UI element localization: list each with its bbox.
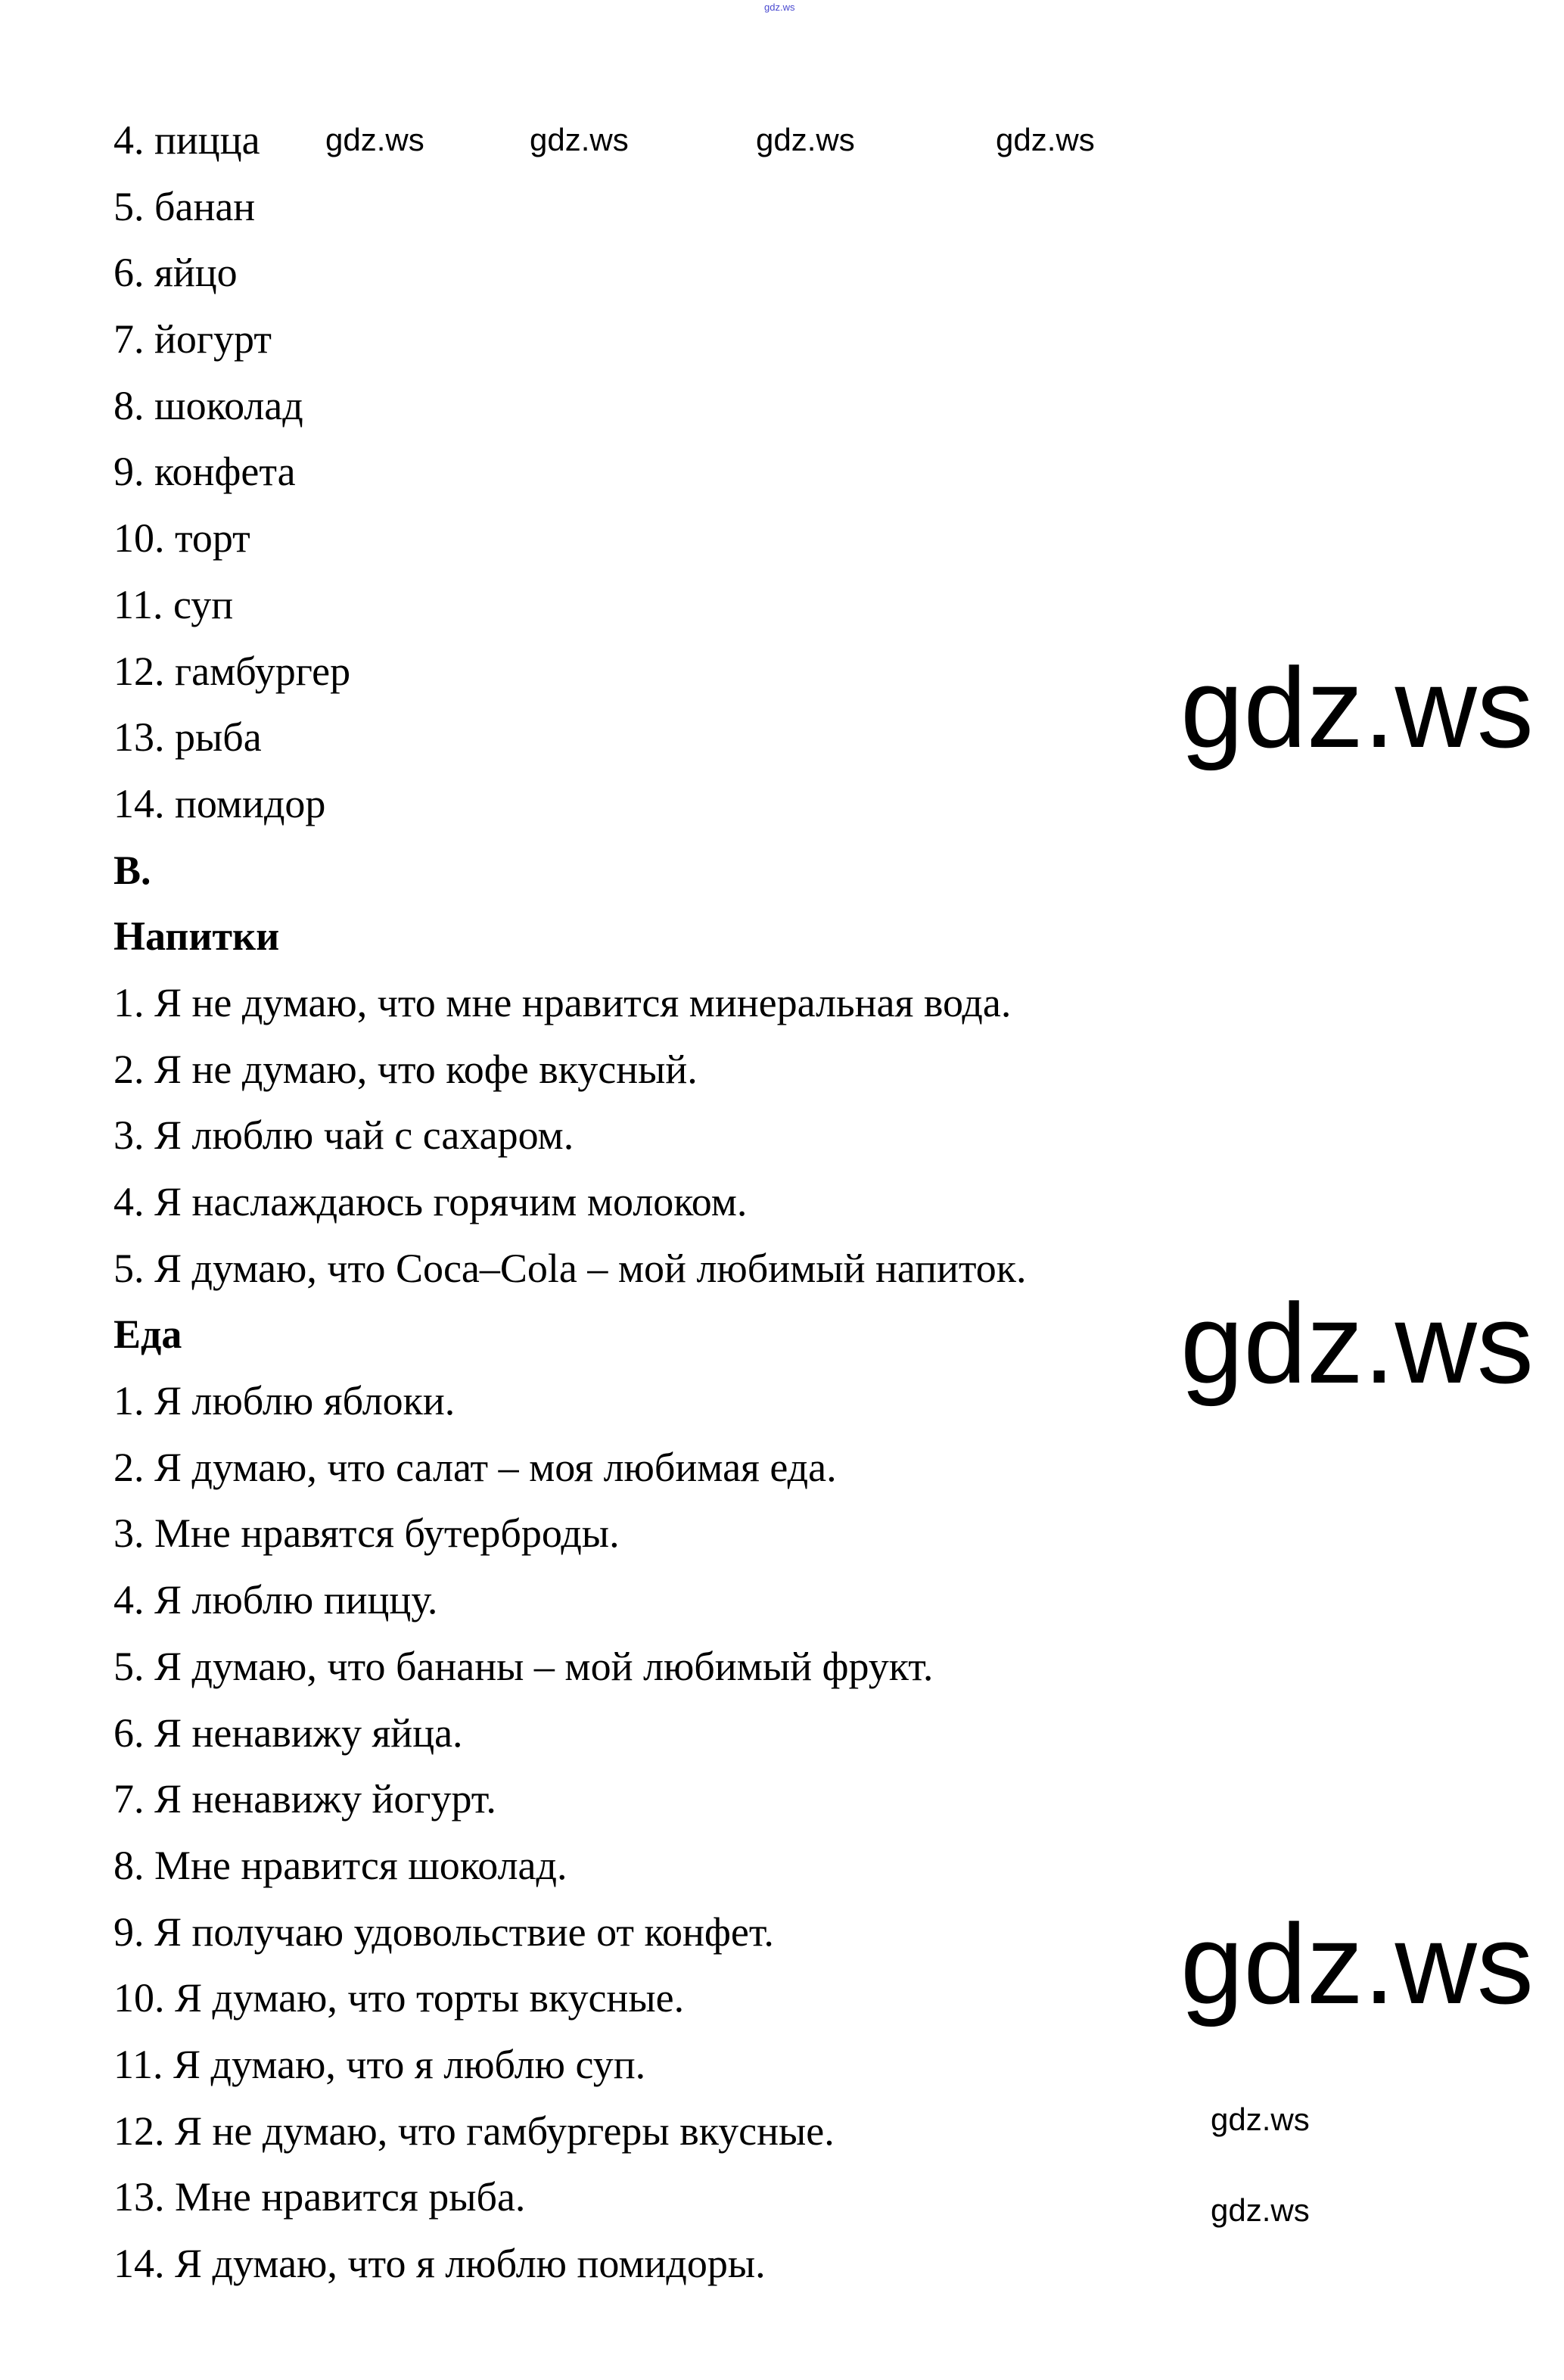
- watermark: gdz.ws: [764, 2, 795, 13]
- section-b-label: B.: [113, 847, 151, 893]
- list-item: 5. банан: [113, 183, 256, 229]
- list-item: 4. пицца: [113, 117, 260, 163]
- watermark: gdz.ws: [1180, 1900, 1534, 2027]
- list-item: 13. рыба: [113, 714, 262, 761]
- food-item: 7. Я ненавижу йогурт.: [113, 1776, 496, 1822]
- food-item: 10. Я думаю, что торты вкусные.: [113, 1975, 685, 2021]
- food-item: 4. Я люблю пиццу.: [113, 1577, 438, 1623]
- list-item: 9. конфета: [113, 449, 296, 495]
- list-item: 14. помидор: [113, 780, 326, 826]
- food-item: 1. Я люблю яблоки.: [113, 1378, 456, 1424]
- list-item: 12. гамбургер: [113, 648, 351, 694]
- list-item: 11. суп: [113, 581, 234, 627]
- watermark: gdz.ws: [1180, 1280, 1534, 1407]
- watermark: gdz.ws: [530, 122, 629, 157]
- list-item: 8. шоколад: [113, 382, 303, 428]
- food-item: 13. Мне нравится рыба.: [113, 2174, 526, 2220]
- drinks-item: 3. Я люблю чай с сахаром.: [113, 1112, 574, 1159]
- watermark: gdz.ws: [996, 122, 1095, 157]
- food-item: 11. Я думаю, что я люблю суп.: [113, 2041, 646, 2087]
- watermark: gdz.ws: [325, 122, 424, 157]
- food-item: 6. Я ненавижу яйца.: [113, 1710, 463, 1756]
- watermark: gdz.ws: [756, 122, 855, 157]
- food-item: 5. Я думаю, что бананы – мой любимый фрукт.: [113, 1643, 934, 1689]
- food-item: 3. Мне нравятся бутерброды.: [113, 1510, 620, 1557]
- watermark: gdz.ws: [1180, 644, 1534, 771]
- drinks-item: 2. Я не думаю, что кофе вкусный.: [113, 1046, 698, 1092]
- food-item: 12. Я не думаю, что гамбургеры вкусные.: [113, 2108, 835, 2154]
- food-item: 14. Я думаю, что я люблю помидоры.: [113, 2241, 766, 2286]
- drinks-item: 1. Я не думаю, что мне нравится минеральная вода.: [113, 979, 1012, 1025]
- drinks-item: 4. Я наслаждаюсь горячим молоком.: [113, 1179, 748, 1224]
- watermark: gdz.ws: [1211, 2192, 1310, 2228]
- watermark: gdz.ws: [1211, 2102, 1310, 2137]
- food-item: 8. Мне нравится шоколад.: [113, 1842, 567, 1888]
- food-heading: Еда: [113, 1311, 182, 1358]
- food-item: 2. Я думаю, что салат – моя любимая еда.: [113, 1444, 837, 1490]
- drinks-heading: Напитки: [113, 913, 280, 960]
- list-item: 7. йогурт: [113, 316, 272, 362]
- drinks-item: 5. Я думаю, что Coca–Cola – мой любимый напиток.: [113, 1245, 1027, 1291]
- list-item: 6. яйцо: [113, 250, 238, 296]
- answer-lines: [113, 107, 1027, 2298]
- list-item: 10. торт: [113, 515, 250, 562]
- food-item: 9. Я получаю удовольствие от конфет.: [113, 1909, 774, 1955]
